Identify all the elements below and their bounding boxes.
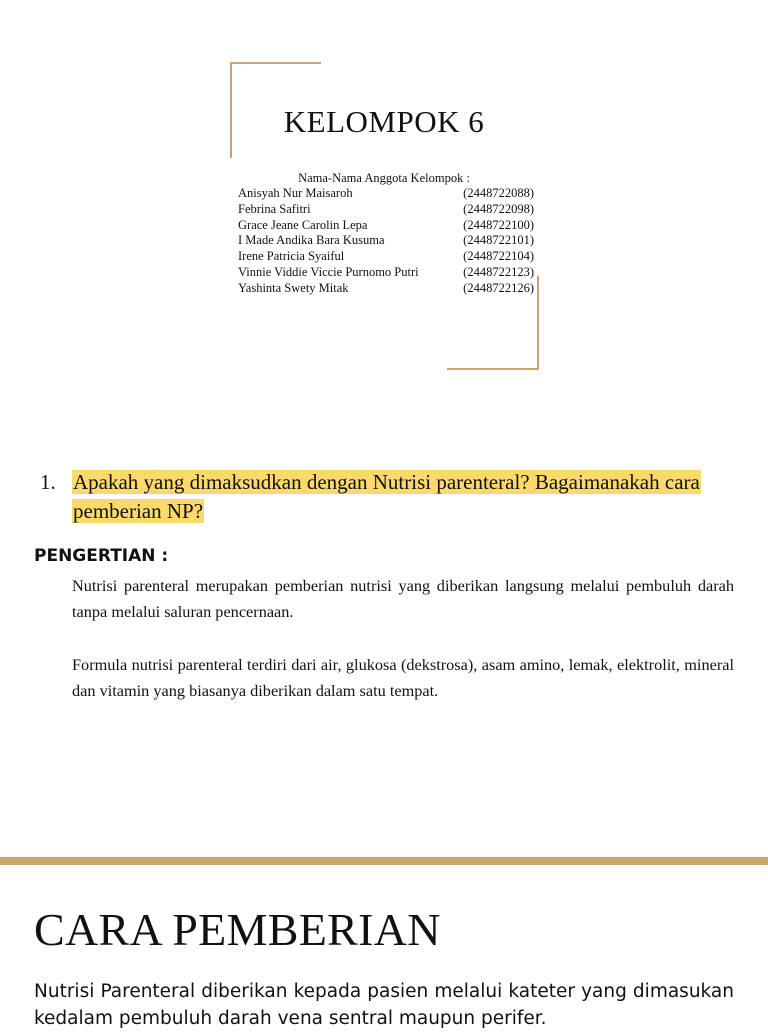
member-list — [238, 186, 534, 297]
question-number: 1. — [40, 470, 56, 494]
formula-paragraph: Formula nutrisi parenteral terdiri dari air, glukosa (dekstrosa), asam amino, lemak, elektrolit, mineral dan vitamin yang biasanya diberikan dalam satu tempat. — [72, 655, 734, 700]
member-name: I Made Andika Bara Kusuma — [238, 233, 385, 248]
member-id: (2448722088) — [463, 186, 534, 200]
member-row — [238, 218, 534, 234]
slide-2 — [0, 865, 768, 1029]
slide-title: KELOMPOK 6 — [283, 104, 485, 139]
member-row — [238, 249, 534, 265]
question-text: Apakah yang dimaksudkan dengan Nutrisi parenteral? Bagaimanakah cara pemberian NP? — [73, 470, 700, 523]
member-row — [238, 233, 534, 249]
section-label: PENGERTIAN : — [34, 546, 169, 566]
member-row — [238, 265, 534, 281]
decorative-corner-line — [230, 62, 321, 64]
member-name: Irene Patricia Syaiful — [238, 249, 345, 264]
member-name: Grace Jeane Carolin Lepa — [238, 217, 368, 232]
slide-heading: CARA PEMBERIAN — [34, 904, 441, 955]
member-id: (2448722104) — [463, 249, 534, 264]
question-text-container — [72, 468, 736, 526]
member-id: (2448722123) — [463, 264, 534, 279]
members-heading: Nama-Nama Anggota Kelompok : — [298, 171, 470, 185]
member-id: (2448722098) — [463, 201, 534, 216]
decorative-corner-line — [537, 276, 539, 370]
member-row — [238, 202, 534, 218]
body-paragraph: Nutrisi Parenteral diberikan kepada pasien melalui kateter yang dimasukan kedalam pembuluh darah vena sentral maupun perifer. — [34, 981, 734, 1029]
member-id: (2448722101) — [463, 233, 534, 248]
member-name: Yashinta Swety Mitak — [238, 280, 349, 295]
decorative-corner-line — [447, 368, 539, 370]
member-row — [238, 281, 534, 297]
member-row — [238, 186, 534, 202]
member-name: Vinnie Viddie Viccie Purnomo Putri — [238, 264, 419, 279]
member-id: (2448722100) — [463, 217, 534, 232]
slide-divider — [0, 857, 768, 865]
definition-paragraph: Nutrisi parenteral merupakan pemberian nutrisi yang diberikan langsung melalui pembuluh darah tanpa melalui saluran pencernaan. — [72, 576, 734, 621]
member-name: Anisyah Nur Maisaroh — [238, 186, 353, 200]
member-id: (2448722126) — [463, 280, 534, 295]
member-name: Febrina Safitri — [238, 201, 311, 216]
